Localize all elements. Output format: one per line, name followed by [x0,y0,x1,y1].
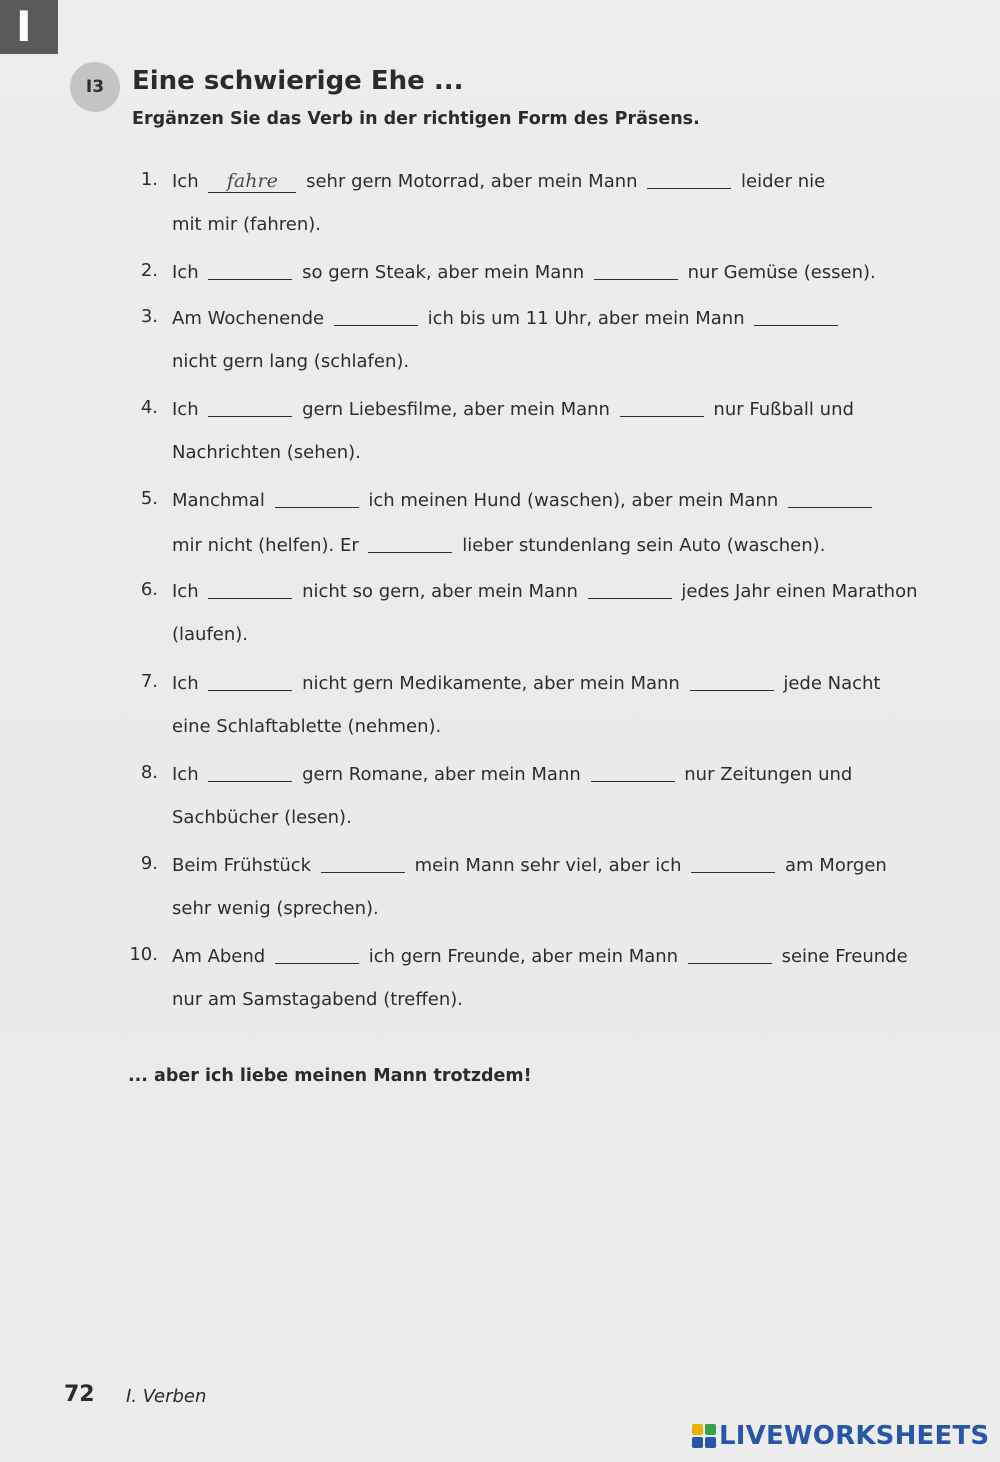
answer-blank[interactable] [691,854,775,873]
item-text: Manchmal [172,490,265,511]
item-text: ich meinen Hund (waschen), aber mein Mann [368,490,779,511]
item-text: eine Schlaftablette (nehmen). [172,716,442,737]
item-number: 5. [140,488,158,509]
liveworksheets-logo-icon [692,1424,716,1448]
liveworksheets-brand[interactable] [692,1421,989,1451]
answer-blank[interactable] [275,489,359,508]
item-text: Ich [172,764,199,785]
item-line [172,487,876,513]
answer-blank[interactable] [588,580,672,599]
exercise-badge: I3 [70,62,120,112]
answer-blank[interactable] [208,672,292,691]
item-text: Beim Frühstück [172,855,312,876]
item-line [172,623,248,647]
item-line [172,670,880,696]
item-number: 1. [140,169,158,190]
item-line [172,897,379,921]
item-text: Nachrichten (sehen). [172,442,361,463]
item-text: Ich [172,262,199,283]
item-line [172,852,887,878]
item-text: nur Zeitungen und [684,764,853,785]
item-number: 2. [140,260,158,281]
answer-blank[interactable] [321,854,405,873]
item-number: 7. [140,671,158,692]
answer-blank[interactable] [690,672,774,691]
item-text: Ich [172,581,199,602]
exercise-title: Eine schwierige Ehe ... [132,66,464,96]
answer-blank[interactable] [368,534,452,553]
item-line [172,806,352,830]
logo-square-blue-2 [705,1437,716,1448]
answer-blank[interactable] [754,307,838,326]
item-number: 9. [140,853,158,874]
item-text: mein Mann sehr viel, aber ich [414,855,682,876]
item-text: sehr wenig (sprechen). [172,898,379,919]
item-text: Am Abend [172,946,266,967]
item-text: nur Fußball und [713,399,854,420]
item-text: (laufen). [172,624,249,645]
closing-line: ... aber ich liebe meinen Mann trotzdem! [128,1066,532,1086]
answer-blank[interactable]: fahre [208,170,296,193]
liveworksheets-wordmark: LIVEWORKSHEETS [719,1421,990,1451]
item-text: seine Freunde [781,946,908,967]
chapter-tab-letter: I [16,2,32,51]
item-line [172,396,854,422]
logo-square-green [705,1424,716,1435]
item-number: 4. [140,397,158,418]
item-line [172,168,825,194]
item-number: 8. [140,762,158,783]
item-text: jedes Jahr einen Marathon [681,581,918,602]
item-text: ich gern Freunde, aber mein Mann [368,946,679,967]
item-text: jede Nacht [783,673,881,694]
answer-blank[interactable] [594,261,678,280]
item-text: nur Gemüse (essen). [687,262,876,283]
item-line [172,532,825,558]
item-line [172,213,321,237]
item-text: lieber stundenlang sein Auto (waschen). [462,535,826,556]
item-text: Sachbücher (lesen). [172,807,352,828]
answer-blank[interactable] [208,763,292,782]
answer-blank[interactable] [647,170,731,189]
item-line [172,305,842,331]
answer-blank[interactable] [275,945,359,964]
item-line [172,350,409,374]
answer-blank[interactable] [208,398,292,417]
item-text: Ich [172,673,199,694]
item-text: am Morgen [785,855,887,876]
answer-blank[interactable] [334,307,418,326]
item-text: sehr gern Motorrad, aber mein Mann [306,171,638,192]
item-line [172,988,463,1012]
answer-blank[interactable] [208,580,292,599]
item-text: leider nie [741,171,826,192]
item-line [172,715,441,739]
page-number: 72 [64,1382,95,1407]
item-text: mir nicht (helfen). Er [172,535,359,556]
chapter-name: I. Verben [126,1386,207,1407]
item-text: nicht so gern, aber mein Mann [302,581,578,602]
item-text: gern Liebesfilme, aber mein Mann [302,399,610,420]
answer-blank[interactable] [208,261,292,280]
item-line [172,259,876,285]
item-text: so gern Steak, aber mein Mann [302,262,585,283]
item-text: nicht gern lang (schlafen). [172,351,410,372]
logo-square-blue-1 [692,1437,703,1448]
item-line [172,943,908,969]
chapter-tab-marker [0,0,58,54]
item-text: ich bis um 11 Uhr, aber mein Mann [427,308,745,329]
item-line [172,441,361,465]
item-number: 10. [129,944,158,965]
item-text: nicht gern Medikamente, aber mein Mann [302,673,680,694]
item-text: mit mir (fahren). [172,214,322,235]
exercise-instruction: Ergänzen Sie das Verb in der richtigen Form des Präsens. [132,109,700,129]
answer-blank[interactable] [688,945,772,964]
item-line [172,578,917,604]
item-line [172,761,852,787]
item-text: Ich [172,171,199,192]
item-text: Ich [172,399,199,420]
answer-blank[interactable] [620,398,704,417]
item-text: nur am Samstagabend (treffen). [172,989,463,1010]
logo-square-yellow [692,1424,703,1435]
answer-blank[interactable] [788,489,872,508]
item-text: Am Wochenende [172,308,325,329]
item-number: 6. [140,579,158,600]
item-number: 3. [140,306,158,327]
answer-blank[interactable] [591,763,675,782]
item-text: gern Romane, aber mein Mann [302,764,581,785]
